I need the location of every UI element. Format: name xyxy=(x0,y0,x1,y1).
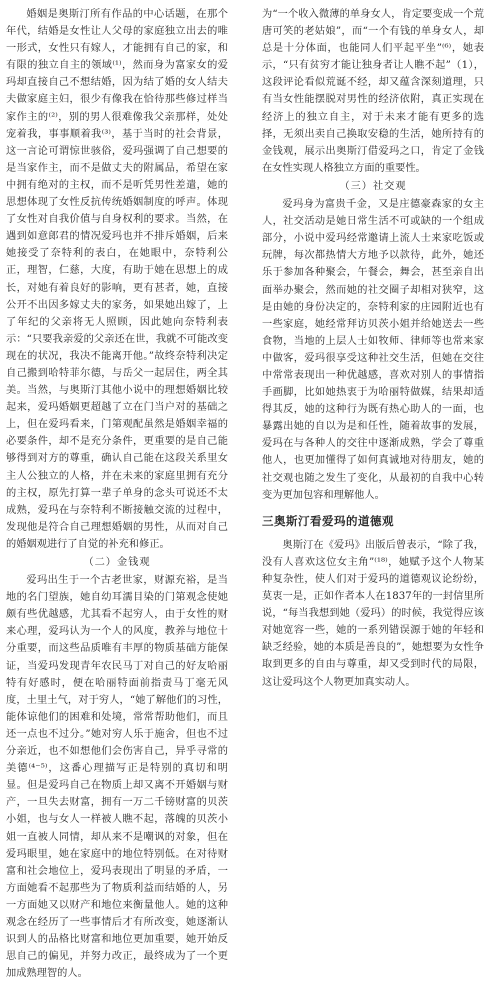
body-paragraph: 婚姻是奥斯汀所有作品的中心话题，在那个年代，结婚是女性让人父母的家庭独立出去的唯一形式，女性只有嫁人，才能拥有自己的家，和有限的独立自主的领域⁽¹⁾，然而身为富家女的爱玛却直接自己不想结婚，因为结了婚的女人结夫夫做家庭主妇，很少有像我在恰待那些修过样当家作主的⁽²⁾，别的男人很难像我父亲那样，处处宠着我，事事顺着我⁽³⁾，基于当时的社会背景，这一言论可谓惊世骇俗，爱玛强调了自己想要的是当家作主，而不是做丈夫的附属品，希望在家中拥有绝对的主权，而不是听凭男性差遣，她的思想体现了女性反抗传统婚姻制度的呼声。体现了女性对自我价值与自身权利的要求。当然，在遇到如意郎君的情况爱玛也并不排斥婚姻，后来她接受了奈特利的表白，在她眼中，奈特利公正，理智，仁慈，大度，有助于她在思想上的成长，对她有着良好的影响，更有甚者，她，直接公开不出因多嫁丈夫的家务，如果她出嫁了，上了年纪的父亲将无人照顾，因此她向奈特利表示：“只要我亲爱的父亲还在世，我就不可能改变现在的状况，我决不能离开他。”故终奈特利决定自己搬到哈特菲尔德，与岳父一起居住，两全其美。当然，与奥斯汀其他小说中的理想婚姻比较起来，爱玛婚姻更超越了立在门当户对的基础之上，但在爱玛看来，门第观配虽然是婚姻幸福的必要条件，却不是充分条件，更重要的是自己能够得到对方的尊重，确认自己能在这段关系里女主人公独立的人格，并在未来的家庭里拥有充分的主权，原先打算一辈子单身的念头可说还不太成熟，爱玛在与奈特利不断接触交流的过程中，发现他是符合自己理想婚姻的男性，从而对自己的婚姻观进行了自觉的补充和修正。 xyxy=(6,9,228,550)
body-paragraph: 为“一个收入微薄的单身女人，肯定要变成一个荒唐可笑的老姑娘”，而“一个有钱的单身女人，却总是十分体面，也能同人们平起平坐”⁽⁶⁾，她表示，“只有贫穷才能让独身者让人瞧不起”（1），这段评论看似荒诞不经，却又蕴含深刻道理，只有当女性能摆脱对男性的经济依附，真正实现在经济上的独立自主，对于未来才能有更多的选择，无须出卖自己换取安稳的生活，她所持有的金钱观，展示出奥斯汀借爱玛之口，肯定了金钱在女性实现人格独立方面的重要性。 xyxy=(262,9,484,174)
body-paragraph: 爱玛出生于一个古老世家，财源充裕，是当地的名门望族，她自幼耳濡目染的门第观念使她颇有些优越感，尤其看不起穷人，由于女性的财来心理，爱玛认为一个人的风度，教养与地位十分重要，而这些品质唯有丰厚的物质基础方能保证，当爱玛发现青年农民马丁对自己的好友哈丽特有好感时，便在哈丽特面前指责马丁毫无风度，土里土气，对于穷人，“她了解他们的习性，能体谅他们的困难和处境，常常帮助他们，而且还一点也不过分。”她对穷人乐于施舍，但也不过分亲近，也不如想他们会伤害自己，异乎寻常的美德⁽⁴⁻⁵⁾，这番心理描写正是特别的真切和明显。但是爱玛自己在物质上却又离不开婚姻与财产，一旦失去财富，拥有一万二千镑财富的贝茨小姐，也与女人一样被人瞧不起，落魄的贝茨小姐一直被人同情，却从来不是嘲讽的对象，但在爱玛眼里，她在家庭中的地位特别低。在对待财富和社会地位上，爱玛表现出了明显的矛盾，一方面她看不起那些为了物质利益而结婚的人，另一方面她又以财产和地位来衡量他人。她的这种观念在经历了一些事情后才有所改变，她逐渐认识到人的品格比财富和地位更加重要，她开始反思自己的偏见，并努力改正，最终成为了一个更加成熟理智的人。 xyxy=(6,575,228,980)
body-paragraph: 奥斯汀在《爱玛》出版后曾表示，“除了我，没有人喜欢这位女主角”⁽¹⁸⁾，她赋予这个人物某种复杂性，使人们对于爱玛的道德观议论纷纷，莫衷一是，正如作者本人在1837年的一封信里所说，“每当我想到她（爱玛）的时候，我觉得应该对她宽容一些，她的一系列错误源于她的年轻和缺乏经验，她的本质是善良的”，她想要为女性争取到更多的自由与尊重，却又受到时代的局限，这让爱玛这个人物更加真实动人。 xyxy=(262,539,484,688)
left-column xyxy=(6,6,228,982)
subsection-heading: （三）社交观 xyxy=(339,180,407,192)
body-paragraph: 爱玛身为富贵千金，又是庄德豪森家的女主人，社交活动是她日常生活不可或缺的一个组成部分，小说中爱玛经常邀请上流人士来家吃饭或玩牌，每次都热情大方地予以款待，此外，她还乐于参加各种聚会，午餐会，舞会，甚至亲自出面举办聚会，然而她的社交圈子却相对狭窄，这是由她的身份决定的，奈特利家的庄园附近也有一些家庭，她经常拜访贝茨小姐并给她送去一些食物，当地的上层人士如牧师、律师等也常来家中做客，爱玛很享受这种社交生活，但她在交往中常常表现出一种优越感，喜欢对别人的事情指手画脚，比如她热衷于为哈丽特做媒，结果却适得其反，她的这种行为既有热心助人的一面，也暴露出她的自以为是和任性，随着故事的发展，爱玛在与各种人的交往中逐渐成熟，学会了尊重他人，也更加懂得了如何真诚地对待朋友，她的社交观也随之发生了变化，从最初的自我中心转变为更加包容和理解他人。 xyxy=(262,199,484,501)
subsection-heading: （二）金钱观 xyxy=(83,557,151,568)
right-column xyxy=(262,6,484,691)
section-heading: 三奥斯汀看爱玛的道德观 xyxy=(262,513,394,528)
